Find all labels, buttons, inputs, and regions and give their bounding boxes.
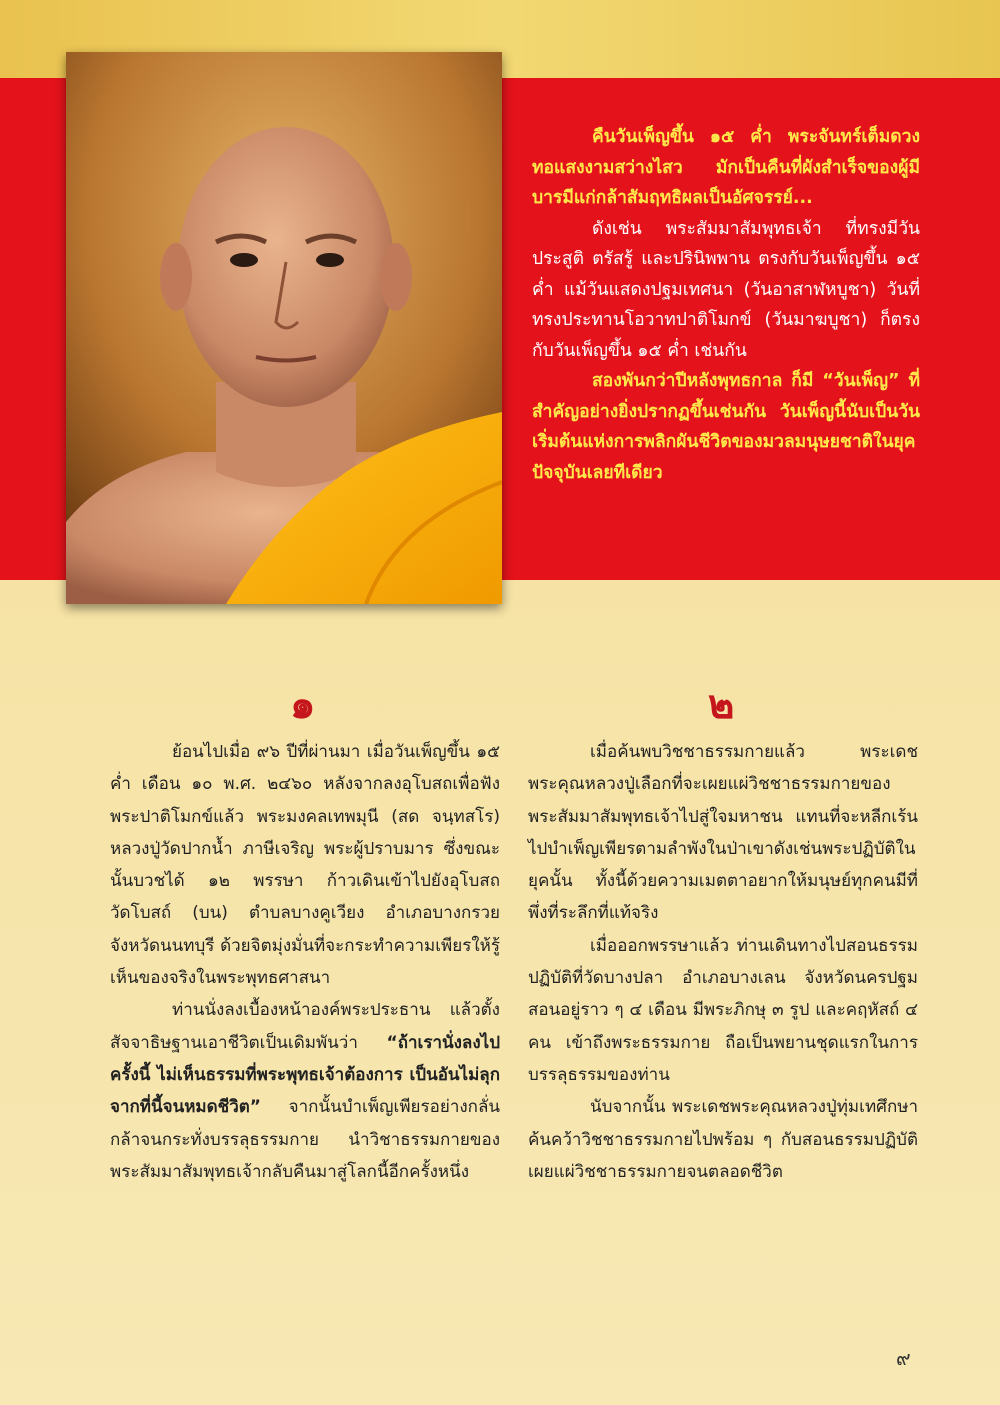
section-2-paragraph-1: เมื่อค้นพบวิชชาธรรมกายแล้ว พระเดชพระคุณหลวงปู่เลือกที่จะเผยแผ่วิชชาธรรมกายของพระสัมมาสัมพุทธเจ้าไปสู่ใจมหาชน แทนที่จะหลีกเร้นไปบำเพ็ญเพียรตามลำพังในป่าเขาดังเช่นพระปฏิบัติในยุคนั้น ทั้งนี้ด้วยความเมตตาอยากให้มนุษย์ทุกคนมีที่พึ่งที่ระลึกที่แท้จริง <box>528 742 918 924</box>
intro-paragraph-1: คืนวันเพ็ญขึ้น ๑๕ ค่ำ พระจันทร์เต็มดวง ทอแสงงามสว่างไสว มักเป็นคืนที่ผังสำเร็จของผู้มีบารมีแก่กล้าสัมฤทธิผลเป็นอัศจรรย์... <box>532 127 920 208</box>
section-number-1: ๑ <box>290 681 316 728</box>
monk-portrait-image <box>66 52 502 604</box>
section-1-paragraph-2 <box>110 994 500 1188</box>
section-1-column <box>110 736 500 1188</box>
intro-paragraph-3: สองพันกว่าปีหลังพุทธกาล ก็มี “วันเพ็ญ” ที่สำคัญอย่างยิ่งปรากฏขึ้นเช่นกัน วันเพ็ญนี้นับเป็นวันเริ่มต้นแห่งการพลิกผันชีวิตของมวลมนุษยชาติในยุคปัจจุบันเลยทีเดียว <box>532 371 920 483</box>
intro-paragraph-2: ดังเช่น พระสัมมาสัมพุทธเจ้า ที่ทรงมีวันประสูติ ตรัสรู้ และปรินิพพาน ตรงกับวันเพ็ญขึ้น ๑๕ ค่ำ แม้วันแสดงปฐมเทศนา (วันอาสาฬหบูชา) วันที่ทรงประทานโอวาทปาติโมกข์ (วันมาฆบูชา) ก็ตรงกับวันเพ็ญขึ้น ๑๕ ค่ำ เช่นกัน <box>532 218 920 361</box>
section-number-2: ๒ <box>708 681 735 728</box>
section-2-column <box>528 736 918 1188</box>
intro-text-block <box>532 122 920 488</box>
section-2-paragraph-2: เมื่อออกพรรษาแล้ว ท่านเดินทางไปสอนธรรมปฏิบัติที่วัดบางปลา อำเภอบางเลน จังหวัดนครปฐม สอนอยู่ราว ๆ ๔ เดือน มีพระภิกษุ ๓ รูป และคฤหัสถ์ ๔ คน เข้าถึงพระธรรมกาย ถือเป็นพยานชุดแรกในการบรรลุธรรมของท่าน <box>528 935 918 1085</box>
section-1-paragraph-2-end: จากนั้นบำเพ็ญเพียรอย่างกลั่นกล้าจนกระทั่งบรรลุธรรมกาย นำวิชาธรรมกายของพระสัมมาสัมพุทธเจ้ากลับคืนมาสู่โลกนี้อีกครั้งหนึ่ง <box>110 1097 500 1182</box>
section-1-paragraph-1: ย้อนไปเมื่อ ๙๖ ปีที่ผ่านมา เมื่อวันเพ็ญขึ้น ๑๕ ค่ำ เดือน ๑๐ พ.ศ. ๒๔๖๐ หลังจากลงอุโบสถเพื่อฟังพระปาติโมกข์แล้ว พระมงคลเทพมุนี (สด จนฺทสโร) หลวงปู่วัดปากน้ำ ภาษีเจริญ พระผู้ปราบมาร ซึ่งขณะนั้นบวชได้ ๑๒ พรรษา ก้าวเดินเข้าไปยังอุโบสถวัดโบสถ์ (บน) ตำบลบางคูเวียง อำเภอบางกรวย จังหวัดนนทบุรี ด้วยจิตมุ่งมั่นที่จะกระทำความเพียรให้รู้เห็นของจริงในพระพุทธศาสนา <box>110 742 500 989</box>
section-1-paragraph-2-start: ท่านนั่งลงเบื้องหน้าองค์พระประธาน แล้วตั้งสัจจาธิษฐานเอาชีวิตเป็นเดิมพันว่า <box>110 1000 500 1053</box>
vow-quote: “ถ้าเรานั่งลงไปครั้งนี้ ไม่เห็นธรรมที่พระพุทธเจ้าต้องการ เป็นอันไม่ลุกจากที่นี้จนหมดชีวิต” <box>110 1032 500 1118</box>
page-number: ๙ <box>896 1346 911 1370</box>
section-2-paragraph-3: นับจากนั้น พระเดชพระคุณหลวงปู่ทุ่มเทศึกษาค้นคว้าวิชชาธรรมกายไปพร้อม ๆ กับสอนธรรมปฏิบัติเผยแผ่วิชชาธรรมกายจนตลอดชีวิต <box>528 1097 918 1182</box>
